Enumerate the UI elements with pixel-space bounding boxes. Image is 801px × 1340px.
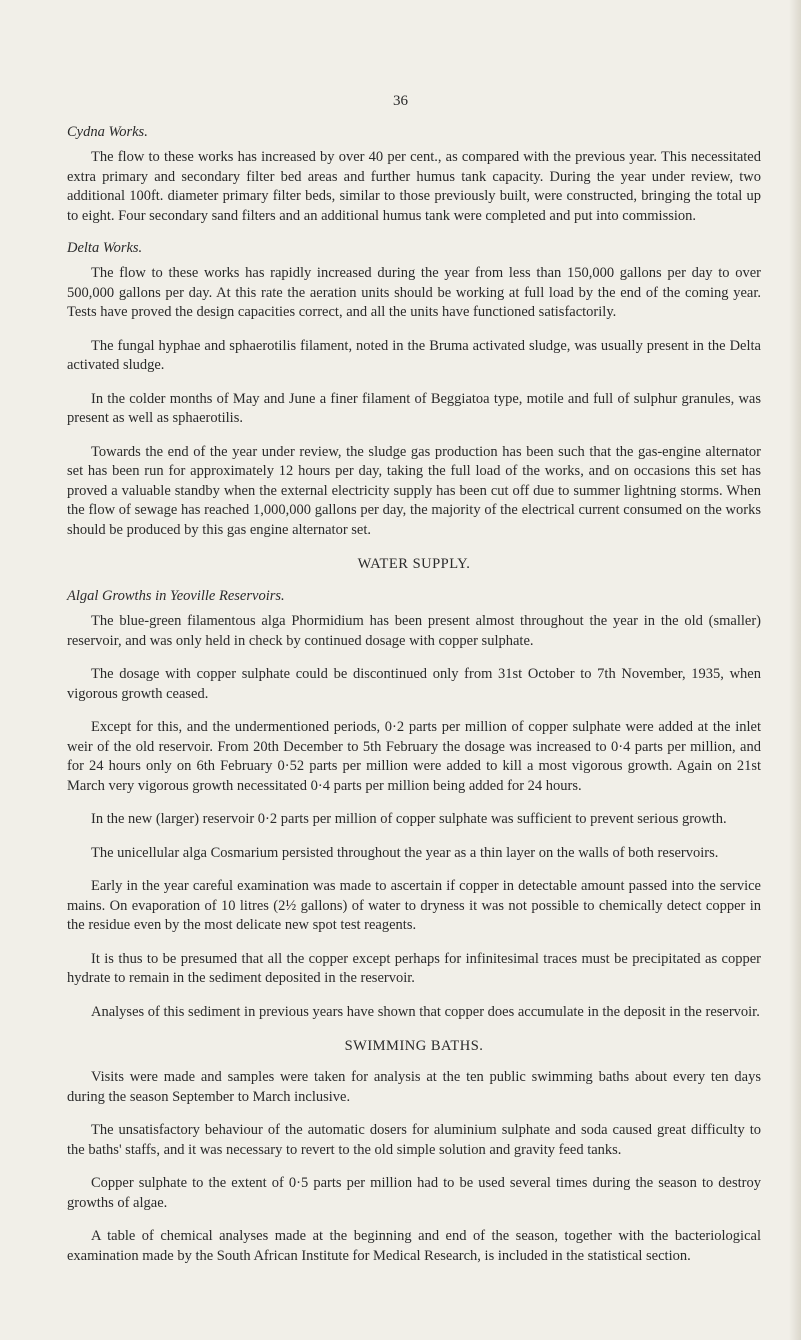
- water-paragraph-5: The unicellular alga Cosmarium persisted throughout the year as a thin layer on the walls of both reservoirs.: [91, 844, 719, 861]
- swimming-paragraph-2: The unsatisfactory behaviour of the automatic dosers for aluminium sulphate and soda caused great difficulty to the baths' staffs, and it was necessary to revert to the old simple solution and gravity feed tanks.: [67, 1122, 761, 1158]
- delta-paragraph-2: The fungal hyphae and sphaerotilis filament, noted in the Bruma activated sludge, was usually present in the Delta activated sludge.: [67, 337, 761, 373]
- water-paragraph-6: Early in the year careful examination was made to ascertain if copper in detectable amount passed into the service mains. On evaporation of 10 litres (2½ gallons) of water to dryness it was not possible to chemically detect copper in the residue even by the most delicate new spot test reagents.: [67, 878, 761, 933]
- page-number: 36: [393, 93, 408, 109]
- delta-paragraph-1: The flow to these works has rapidly increased during the year from less than 150,000 gallons per day to over 500,000 gallons per day. At this rate the aeration units should be working at full load by the end of the coming year. Tests have proved the design capacities correct, and all the units have functioned satisfactorily.: [67, 265, 761, 320]
- water-paragraph-3: Except for this, and the undermentioned periods, 0·2 parts per million of copper sulphate were added at the inlet weir of the old reservoir. From 20th December to 5th February the dosage was increased to 0·4 parts per million, and for 24 hours only on 6th February 0·52 parts per million were added to kill a most vigorous growth. Again on 21st March very vigorous growth necessitated 0·4 parts per million being added for 24 hours.: [67, 719, 761, 794]
- water-supply-title: WATER SUPPLY.: [357, 556, 471, 572]
- water-paragraph-8: Analyses of this sediment in previous years have shown that copper does accumulate in the deposit in the reservoir.: [91, 1003, 760, 1020]
- swimming-paragraph-4: A table of chemical analyses made at the beginning and end of the season, together with the bacteriological examination made by the South African Institute for Medical Research, is included in the statistical section.: [67, 1228, 761, 1264]
- swimming-paragraph-3: Copper sulphate to the extent of 0·5 parts per million had to be used several times during the season to destroy growths of algae.: [67, 1175, 761, 1211]
- water-paragraph-1: The blue-green filamentous alga Phormidium has been present almost throughout the year in the old (smaller) reservoir, and was only held in check by continued dosage with copper sulphate.: [67, 613, 761, 649]
- water-paragraph-7: It is thus to be presumed that all the copper except perhaps for infinitesimal traces must be precipitated as copper hydrate to remain in the sediment deposited in the reservoir.: [67, 950, 761, 986]
- page-content: [67, 122, 761, 1280]
- water-paragraph-2: The dosage with copper sulphate could be discontinued only from 31st October to 7th November, 1935, when vigorous growth ceased.: [67, 666, 761, 702]
- cydna-paragraph-1: The flow to these works has increased by over 40 per cent., as compared with the previous year. This necessitated extra primary and secondary filter bed areas and further humus tank capacity. During the year under review, two additional 100ft. diameter primary filter beds, similar to those previously built, were constructed, bringing the total up to eight. Four secondary sand filters and an additional humus tank were completed and put into commission.: [67, 149, 761, 224]
- delta-paragraph-3: In the colder months of May and June a finer filament of Beggiatoa type, motile and full of sulphur granules, was present as well as sphaerotilis.: [67, 390, 761, 426]
- water-paragraph-4: In the new (larger) reservoir 0·2 parts per million of copper sulphate was sufficient to prevent serious growth.: [91, 811, 727, 827]
- swimming-baths-title: SWIMMING BATHS.: [344, 1038, 484, 1054]
- algal-growths-heading: Algal Growths in Yeoville Reservoirs.: [67, 588, 285, 604]
- delta-paragraph-4: Towards the end of the year under review, the sludge gas production has been such that the gas-engine alternator set has been run for approximately 12 hours per day, taking the full load of the works, and on occasions this set has proved a valuable standby when the external electricity supply has been cut off due to summer lightning storms. When the flow of sewage has reached 1,000,000 gallons per day, the majority of the electrical current consumed on the works should be produced by this gas engine alternator set.: [67, 443, 761, 538]
- cydna-works-heading: Cydna Works.: [67, 124, 148, 140]
- delta-works-heading: Delta Works.: [67, 240, 143, 256]
- swimming-paragraph-1: Visits were made and samples were taken for analysis at the ten public swimming baths about every ten days during the season September to March inclusive.: [67, 1069, 761, 1105]
- page-edge-shadow: [789, 0, 801, 1340]
